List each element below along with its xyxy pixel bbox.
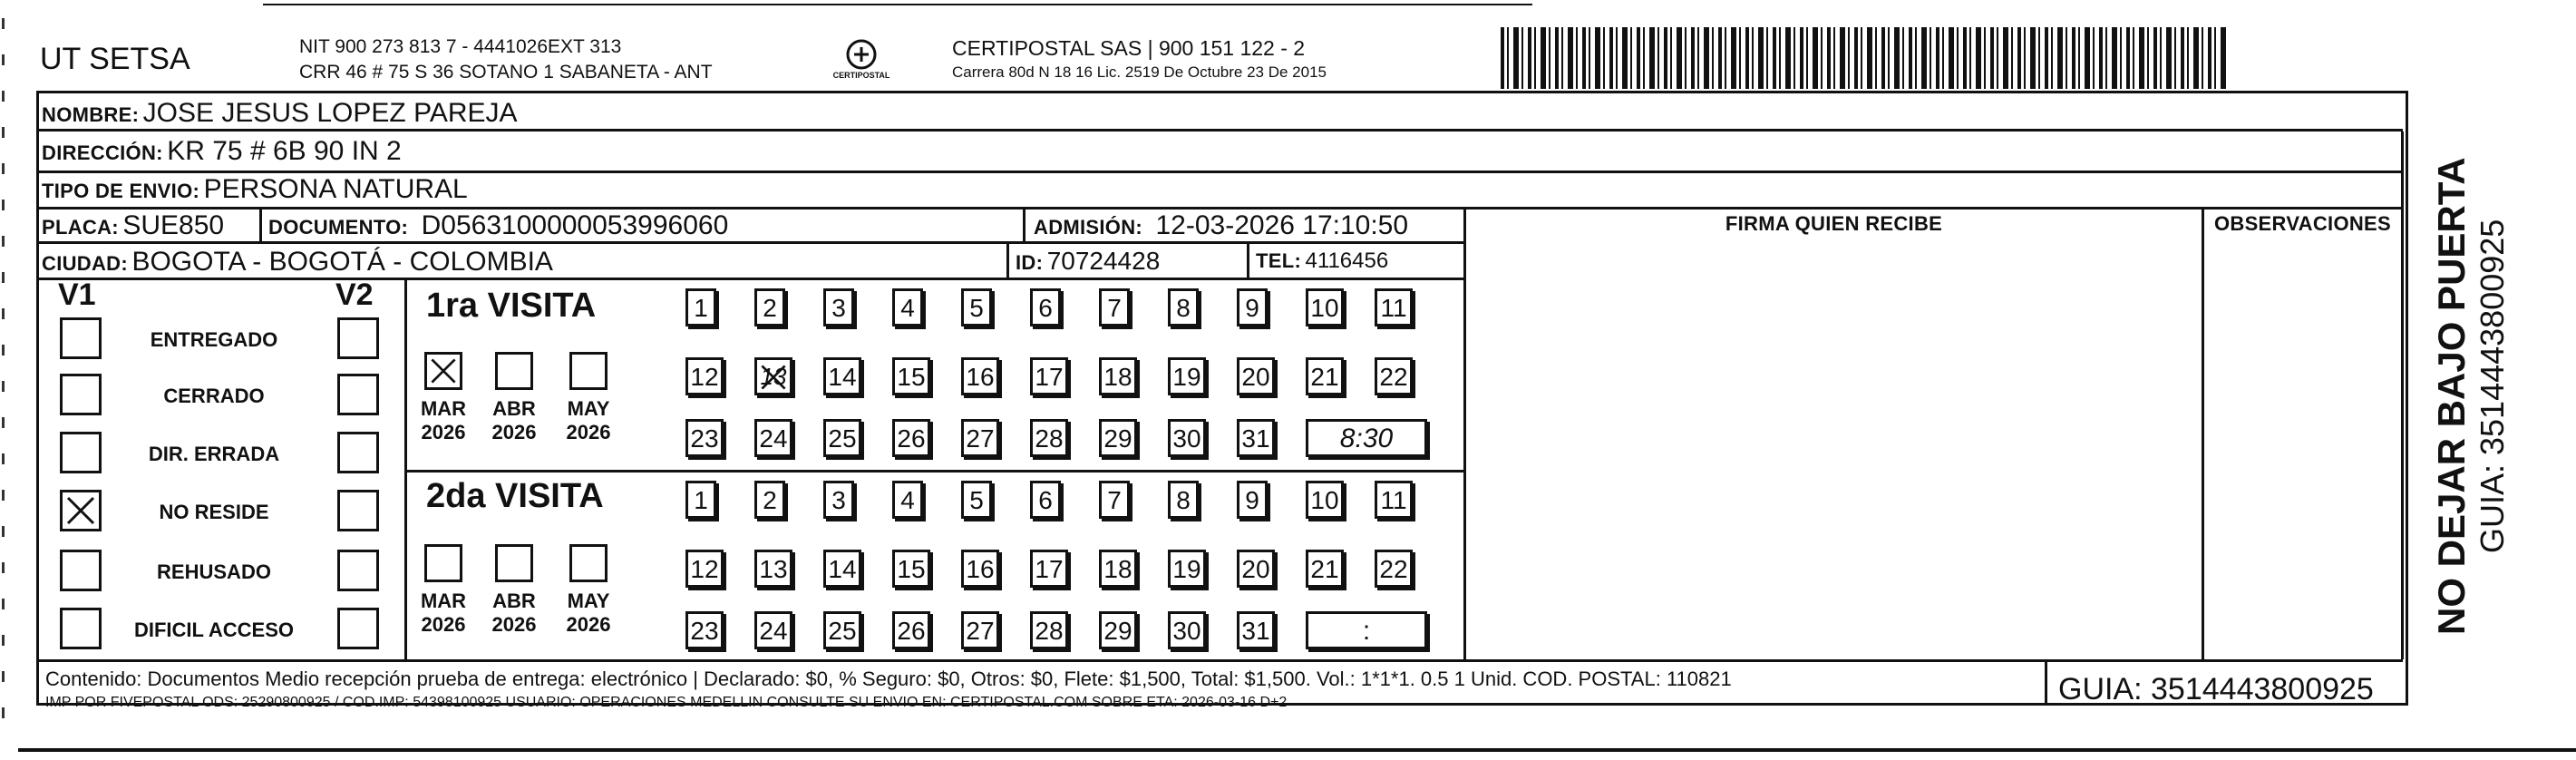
id-label: ID: xyxy=(1016,251,1044,274)
day-box[interactable] xyxy=(1237,357,1275,395)
month-name: MAR xyxy=(420,397,467,420)
v2-checkbox[interactable] xyxy=(337,550,379,591)
tel-row xyxy=(1256,248,1388,274)
day-number: 13 xyxy=(760,363,787,390)
day-box[interactable] xyxy=(1168,550,1206,588)
tipo-label: TIPO DE ENVIO: xyxy=(42,180,200,202)
side-guia: GUIA: 3514443800925 xyxy=(2474,219,2511,553)
status-label: REHUSADO xyxy=(157,560,271,583)
month-label xyxy=(561,397,616,444)
day-number: 14 xyxy=(828,362,857,391)
day-box[interactable] xyxy=(892,357,930,395)
day-box[interactable] xyxy=(961,288,992,326)
day-number: 5 xyxy=(969,293,984,322)
v2-checkbox[interactable] xyxy=(337,374,379,415)
day-number: 12 xyxy=(690,554,719,583)
day-number: 5 xyxy=(969,485,984,514)
month-year: 2026 xyxy=(421,421,466,443)
day-box[interactable] xyxy=(685,481,716,519)
day-number: 21 xyxy=(1310,554,1339,583)
day-number: 15 xyxy=(897,554,926,583)
company-name: UT SETSA xyxy=(40,42,190,76)
month-checkbox[interactable] xyxy=(424,544,462,582)
day-number: 6 xyxy=(1038,293,1053,322)
status-label: CERRADO xyxy=(163,385,265,407)
v2-checkbox[interactable] xyxy=(337,490,379,531)
day-box[interactable] xyxy=(1237,611,1275,649)
documento-row xyxy=(268,210,728,241)
certipostal-line-1: CERTIPOSTAL SAS | 900 151 122 - 2 xyxy=(952,36,1306,60)
v1-header: V1 xyxy=(58,278,96,312)
section-divider xyxy=(404,470,1464,473)
certipostal-logo xyxy=(834,36,889,87)
row-line xyxy=(36,241,1464,244)
day-box[interactable] xyxy=(1375,481,1413,519)
logo-text: CERTIPOSTAL xyxy=(832,71,890,80)
month-checkbox[interactable] xyxy=(569,352,608,390)
barcode xyxy=(1501,27,2226,89)
ciudad-row xyxy=(42,247,553,278)
placa-label: PLACA: xyxy=(42,216,119,239)
col-line xyxy=(259,207,262,241)
footer-imp: IMP POR FIVEPOSTAL ODS: 25290800925 / COD.IMP: 54398100925 USUARIO: OPERACIONES MEDELLIN CONSULTE SU ENVIO EN: CERTIPOSTAL.COM SOBRE ETA: 2026-03-16 D+2 xyxy=(45,695,1288,710)
nombre-value: JOSE JESUS LOPEZ PAREJA xyxy=(142,98,518,128)
footer-guia: GUIA: 3514443800925 xyxy=(2058,672,2374,706)
day-box[interactable] xyxy=(1168,481,1199,519)
day-number: 25 xyxy=(828,424,857,453)
day-box[interactable] xyxy=(1375,357,1413,395)
day-number: 3 xyxy=(831,293,846,322)
nit-line-1: NIT 900 273 813 7 - 4441026EXT 313 xyxy=(299,36,622,57)
day-box[interactable] xyxy=(1306,357,1344,395)
day-box[interactable] xyxy=(892,611,930,649)
certipostal-line-2: Carrera 80d N 18 16 Lic. 2519 De Octubre 23 De 2015 xyxy=(952,63,1327,81)
day-box[interactable] xyxy=(685,419,724,457)
col-line xyxy=(2045,659,2047,703)
day-box[interactable] xyxy=(1030,611,1068,649)
month-name: MAR xyxy=(420,589,467,612)
day-box[interactable] xyxy=(1030,481,1061,519)
second-visit-time-box[interactable] xyxy=(1306,611,1427,649)
day-number: 20 xyxy=(1241,554,1270,583)
day-box[interactable] xyxy=(1306,481,1344,519)
day-box[interactable] xyxy=(1099,357,1137,395)
direccion-row xyxy=(42,136,402,167)
id-row xyxy=(1016,247,1160,276)
day-number: 7 xyxy=(1107,485,1122,514)
day-number: 22 xyxy=(1379,554,1408,583)
day-number: 18 xyxy=(1103,554,1132,583)
day-number: 21 xyxy=(1310,362,1339,391)
placa-value: SUE850 xyxy=(122,210,225,240)
day-number: 11 xyxy=(1380,485,1407,514)
first-visit-time-box[interactable] xyxy=(1306,419,1427,457)
day-box[interactable] xyxy=(1099,419,1137,457)
day-box[interactable] xyxy=(961,481,992,519)
row-line xyxy=(36,278,1464,280)
day-number: 30 xyxy=(1172,424,1201,453)
day-number: 16 xyxy=(966,554,995,583)
row-line xyxy=(36,171,2403,173)
day-box[interactable] xyxy=(961,611,999,649)
day-number: 19 xyxy=(1172,362,1201,391)
month-checkbox[interactable] xyxy=(569,544,608,582)
day-box[interactable] xyxy=(1099,550,1137,588)
v2-checkbox[interactable] xyxy=(337,608,379,649)
day-number: 28 xyxy=(1035,424,1064,453)
day-number: 25 xyxy=(828,616,857,645)
ciudad-value: BOGOTA - BOGOTÁ - COLOMBIA xyxy=(131,247,553,277)
month-checkbox[interactable] xyxy=(495,352,533,390)
col-line xyxy=(1006,241,1009,278)
day-box[interactable] xyxy=(1306,288,1344,326)
month-label xyxy=(416,589,471,637)
signature-area[interactable] xyxy=(1466,241,2202,659)
day-box[interactable] xyxy=(1168,419,1206,457)
day-box[interactable] xyxy=(1237,419,1275,457)
day-box[interactable] xyxy=(685,550,724,588)
direccion-label: DIRECCIÓN: xyxy=(42,141,163,164)
time-value: : xyxy=(1362,615,1371,646)
day-number: 23 xyxy=(690,616,719,645)
month-checkbox[interactable] xyxy=(495,544,533,582)
observaciones-header: OBSERVACIONES xyxy=(2213,212,2391,235)
day-number: 10 xyxy=(1310,293,1339,322)
side-notice: NO DEJAR BAJO PUERTA xyxy=(2430,157,2473,635)
day-number: 1 xyxy=(694,485,708,514)
status-label: DIFICIL ACCESO xyxy=(133,619,294,641)
day-box[interactable] xyxy=(892,288,923,326)
nit-line-2: CRR 46 # 75 S 36 SOTANO 1 SABANETA - ANT xyxy=(299,62,713,83)
day-box[interactable] xyxy=(1030,550,1068,588)
day-box[interactable] xyxy=(1099,611,1137,649)
day-number: 29 xyxy=(1103,616,1132,645)
day-box[interactable] xyxy=(1375,288,1413,326)
footer-contenido: Contenido: Documentos Medio recepción prueba de entrega: electrónico | Declarado: $0, % Seguro: $0, Otros: $0, Flete: $1,500, Total: $1,500. Vol.: 1*1*1. 0.5 1 Unid. COD. POSTAL: 110821 xyxy=(45,667,1732,690)
day-number: 17 xyxy=(1035,362,1064,391)
v1-checkbox[interactable] xyxy=(60,608,102,649)
row-line xyxy=(36,129,2403,132)
admision-label: ADMISIÓN: xyxy=(1034,216,1143,239)
day-box[interactable] xyxy=(1099,481,1130,519)
day-number: 1 xyxy=(694,293,708,322)
day-box[interactable] xyxy=(1030,288,1061,326)
month-name: MAY xyxy=(567,589,610,612)
status-label: ENTREGADO xyxy=(150,328,278,351)
day-number: 10 xyxy=(1310,485,1339,514)
v2-header: V2 xyxy=(335,278,374,312)
month-name: MAY xyxy=(567,397,610,420)
time-value: 8:30 xyxy=(1339,423,1394,453)
status-label: DIR. ERRADA xyxy=(148,443,280,465)
tel-label: TEL: xyxy=(1256,249,1302,272)
month-name: ABR xyxy=(492,397,536,420)
day-box[interactable] xyxy=(1237,481,1268,519)
direccion-value: KR 75 # 6B 90 IN 2 xyxy=(167,136,402,166)
day-number: 9 xyxy=(1245,293,1259,322)
top-rule xyxy=(263,4,1532,5)
day-box[interactable] xyxy=(892,550,930,588)
day-box[interactable] xyxy=(1030,357,1068,395)
checkmark-x-icon xyxy=(63,492,99,529)
month-label xyxy=(561,589,616,637)
day-box[interactable] xyxy=(1375,550,1413,588)
day-box[interactable] xyxy=(1099,288,1130,326)
tipo-row xyxy=(42,174,468,205)
checkmark-x-icon xyxy=(427,355,460,387)
documento-label: DOCUMENTO: xyxy=(268,216,409,239)
day-box[interactable] xyxy=(1237,288,1268,326)
month-year: 2026 xyxy=(491,421,537,443)
month-checkbox[interactable] xyxy=(424,352,462,390)
day-number: 2 xyxy=(763,485,777,514)
day-number: 2 xyxy=(763,293,777,322)
day-number: 30 xyxy=(1172,616,1201,645)
v2-checkbox[interactable] xyxy=(337,432,379,473)
day-number: 9 xyxy=(1245,485,1259,514)
day-number: 11 xyxy=(1380,293,1407,322)
day-number: 27 xyxy=(966,424,995,453)
bottom-rule xyxy=(18,748,2576,752)
day-box[interactable] xyxy=(1237,550,1275,588)
admision-row xyxy=(1034,210,1408,241)
row-line xyxy=(36,207,2403,209)
day-box[interactable] xyxy=(823,288,854,326)
day-number: 17 xyxy=(1035,554,1064,583)
day-box[interactable] xyxy=(685,357,724,395)
day-number: 22 xyxy=(1379,362,1408,391)
day-number: 18 xyxy=(1103,362,1132,391)
month-label xyxy=(487,589,541,637)
v1-checkbox[interactable] xyxy=(60,374,102,415)
day-number: 7 xyxy=(1107,293,1122,322)
month-label xyxy=(416,397,471,444)
perforation-marks xyxy=(2,18,5,726)
day-box[interactable] xyxy=(1168,357,1206,395)
status-label: NO RESIDE xyxy=(159,501,269,523)
day-box[interactable] xyxy=(823,481,854,519)
day-number: 27 xyxy=(966,616,995,645)
tipo-value: PERSONA NATURAL xyxy=(203,174,468,204)
placa-row xyxy=(42,210,224,241)
col-line xyxy=(1023,207,1026,241)
firma-header: FIRMA QUIEN RECIBE xyxy=(1725,212,1943,235)
day-number: 3 xyxy=(831,485,846,514)
v1-checkbox[interactable] xyxy=(60,490,102,531)
nombre-row xyxy=(42,98,518,129)
month-year: 2026 xyxy=(566,613,611,636)
day-box[interactable] xyxy=(754,611,792,649)
col-line xyxy=(1247,241,1249,278)
documento-value: D0563100000053996060 xyxy=(421,210,729,240)
v1-checkbox[interactable] xyxy=(60,550,102,591)
day-number: 4 xyxy=(900,485,915,514)
day-box[interactable] xyxy=(1168,611,1206,649)
day-number: 28 xyxy=(1035,616,1064,645)
v1-checkbox[interactable] xyxy=(60,317,102,359)
month-year: 2026 xyxy=(491,613,537,636)
day-box[interactable] xyxy=(754,481,785,519)
day-number: 24 xyxy=(759,424,788,453)
second-visit-title: 2da VISITA xyxy=(426,477,604,515)
day-box[interactable] xyxy=(685,611,724,649)
month-label xyxy=(487,397,541,444)
day-number: 26 xyxy=(897,424,926,453)
day-number: 8 xyxy=(1176,293,1191,322)
footer-line xyxy=(36,659,2403,662)
day-box[interactable] xyxy=(961,419,999,457)
day-box[interactable] xyxy=(823,419,861,457)
day-box[interactable] xyxy=(1168,288,1199,326)
col-line xyxy=(404,278,407,659)
day-box[interactable] xyxy=(961,550,999,588)
day-box[interactable] xyxy=(754,550,792,588)
day-box[interactable] xyxy=(754,357,792,395)
day-number: 26 xyxy=(897,616,926,645)
day-box[interactable] xyxy=(892,481,923,519)
day-box[interactable] xyxy=(823,611,861,649)
day-number: 24 xyxy=(759,616,788,645)
col-line xyxy=(2401,132,2404,659)
day-box[interactable] xyxy=(1306,550,1344,588)
day-number: 29 xyxy=(1103,424,1132,453)
first-visit-title: 1ra VISITA xyxy=(426,287,597,325)
ciudad-label: CIUDAD: xyxy=(42,252,128,275)
admision-value: 12-03-2026 17:10:50 xyxy=(1155,210,1409,240)
day-box[interactable] xyxy=(823,357,861,395)
day-box[interactable] xyxy=(961,357,999,395)
day-box[interactable] xyxy=(754,419,792,457)
day-number: 15 xyxy=(897,362,926,391)
day-box[interactable] xyxy=(1030,419,1068,457)
day-number: 8 xyxy=(1176,485,1191,514)
day-box[interactable] xyxy=(823,550,861,588)
day-box[interactable] xyxy=(892,419,930,457)
day-number: 16 xyxy=(966,362,995,391)
day-number: 6 xyxy=(1038,485,1053,514)
month-year: 2026 xyxy=(566,421,611,443)
day-number: 20 xyxy=(1241,362,1270,391)
tel-value: 4116456 xyxy=(1305,248,1389,273)
nombre-label: NOMBRE: xyxy=(42,103,140,126)
day-box[interactable] xyxy=(685,288,716,326)
day-number: 4 xyxy=(900,293,915,322)
day-number: 13 xyxy=(759,554,788,583)
v2-checkbox[interactable] xyxy=(337,317,379,359)
observations-area[interactable] xyxy=(2204,241,2401,659)
month-name: ABR xyxy=(492,589,536,612)
id-value: 70724428 xyxy=(1046,247,1161,275)
day-number: 19 xyxy=(1172,554,1201,583)
v1-checkbox[interactable] xyxy=(60,432,102,473)
month-year: 2026 xyxy=(421,613,466,636)
day-number: 12 xyxy=(690,362,719,391)
day-number: 31 xyxy=(1241,424,1270,453)
day-number: 14 xyxy=(828,554,857,583)
day-box[interactable] xyxy=(754,288,785,326)
day-number: 23 xyxy=(690,424,719,453)
day-number: 31 xyxy=(1241,616,1270,645)
